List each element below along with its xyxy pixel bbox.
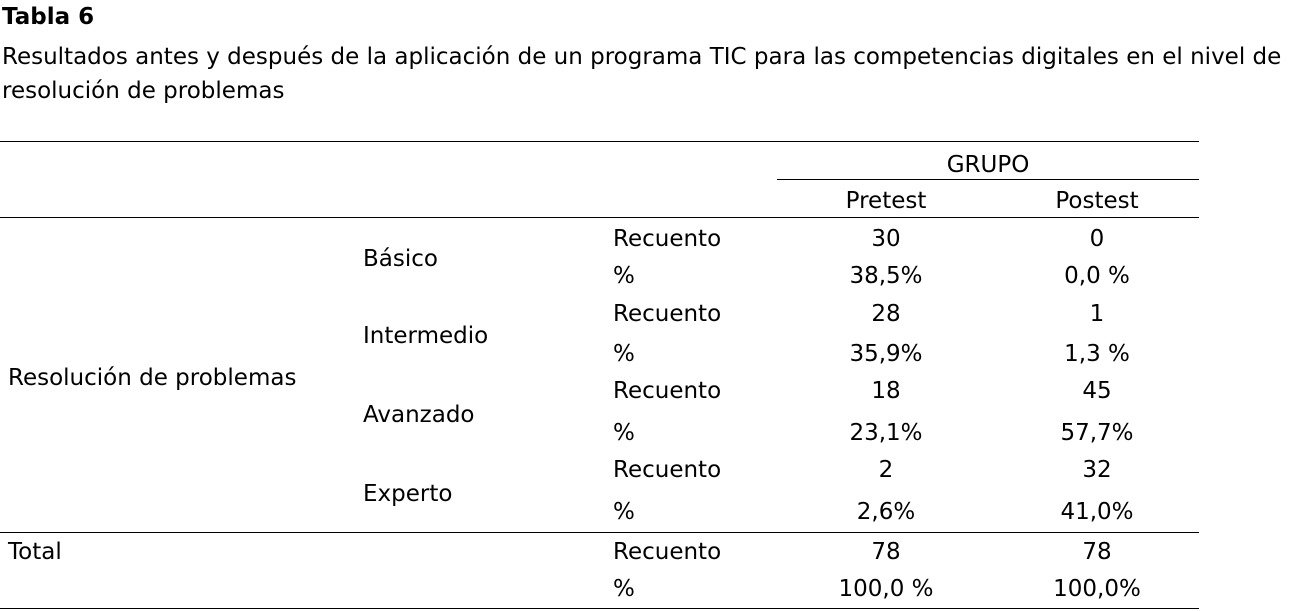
stat-label-percent: % [613,263,635,289]
stat-label-count: Recuento [613,457,722,483]
postest-percent: 1,3 % [1064,341,1130,367]
stat-label-percent: % [613,499,635,525]
postest-count: 45 [1082,378,1112,404]
stat-label-count: Recuento [613,226,722,252]
stat-label-count: Recuento [613,539,722,565]
postest-count: 1 [1089,301,1105,327]
group-header: GRUPO [946,152,1030,178]
stat-label-count: Recuento [613,378,722,404]
total-postest-percent: 100,0% [1053,576,1141,602]
header-bottom-rule [0,217,1199,218]
total-pretest-percent: 100,0 % [838,576,934,602]
column-header-pretest: Pretest [845,188,927,214]
pretest-percent: 23,1% [849,420,923,446]
postest-percent: 41,0% [1060,499,1134,525]
level-label: Intermedio [363,323,489,349]
table-caption-title: Resultados antes y después de la aplicación de un programa TIC para las competencias digitales en el nivel de resolución de problemas [2,44,1282,104]
pretest-count: 28 [871,301,901,327]
level-label: Avanzado [363,402,475,428]
total-pretest-count: 78 [871,539,901,565]
pretest-count: 18 [871,378,901,404]
total-postest-count: 78 [1082,539,1112,565]
pretest-count: 2 [878,457,894,483]
group-rule [777,179,1199,180]
pretest-percent: 38,5% [849,263,923,289]
level-label: Experto [363,481,453,507]
postest-count: 32 [1082,457,1112,483]
level-label: Básico [363,246,438,272]
stat-label-percent: % [613,420,635,446]
stat-label-count: Recuento [613,301,722,327]
column-header-postest: Postest [1055,188,1139,214]
stat-label-percent: % [613,576,635,602]
bottom-rule [0,608,1199,609]
postest-percent: 57,7% [1060,420,1134,446]
stat-label-percent: % [613,341,635,367]
total-label: Total [8,539,62,565]
top-rule [0,141,1199,142]
pretest-percent: 35,9% [849,341,923,367]
table-caption-label: Tabla 6 [2,4,95,30]
pretest-count: 30 [871,226,901,252]
dimension-label: Resolución de problemas [8,365,297,391]
total-rule [0,532,1199,533]
postest-percent: 0,0 % [1064,263,1130,289]
postest-count: 0 [1089,226,1105,252]
pretest-percent: 2,6% [856,499,916,525]
